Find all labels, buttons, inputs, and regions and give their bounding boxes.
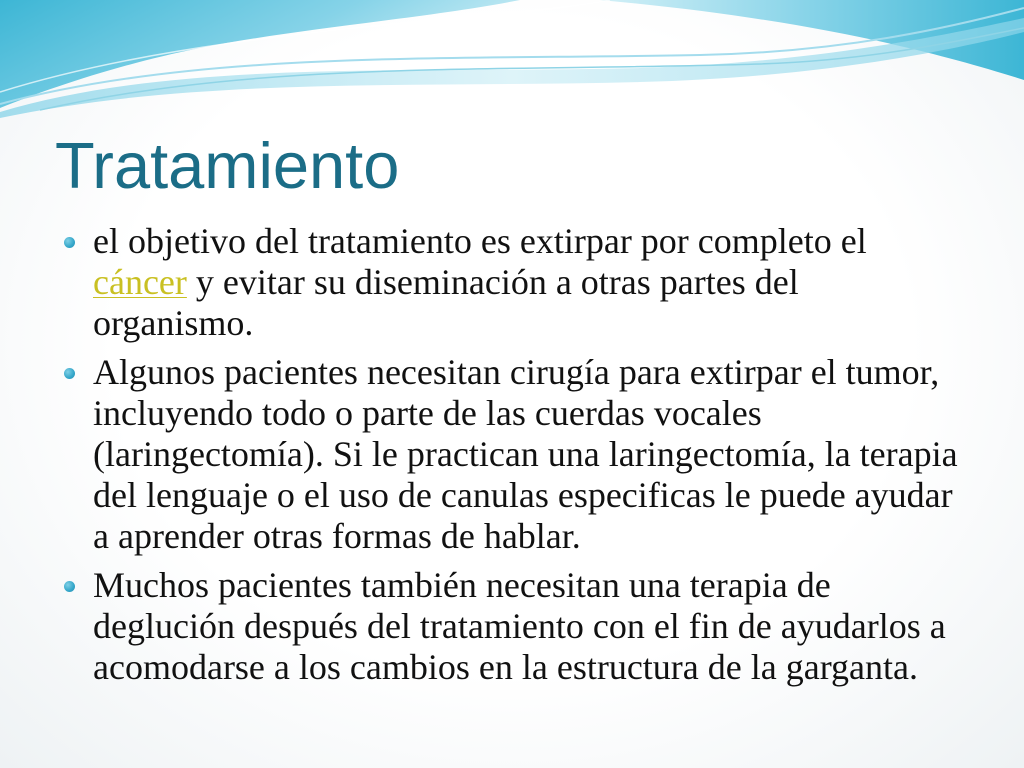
bullet-item xyxy=(93,221,965,344)
bullet-dot-icon xyxy=(64,581,75,592)
slide-title: Tratamiento xyxy=(55,129,400,202)
bullet-list xyxy=(93,221,965,688)
bullet-text: Algunos pacientes necesitan cirugía para extirpar el tumor, incluyendo todo o parte de las cuerdas vocales (laringectomía). Si le practican una laringectomía, la terapia del lenguaje o el uso de canulas especificas le puede ayudar a aprender otras formas de hablar. xyxy=(93,352,958,556)
bullet-text: y evitar su diseminación a otras partes del organismo. xyxy=(93,262,799,343)
bullet-dot-icon xyxy=(64,237,75,248)
header-wave-decoration xyxy=(0,0,1024,130)
wave-left-shape xyxy=(0,0,520,108)
bullet-text: el objetivo del tratamiento es extirpar por completo el xyxy=(93,221,867,261)
bullet-item xyxy=(93,352,965,557)
bullet-text: Muchos pacientes también necesitan una terapia de deglución después del tratamiento con el fin de ayudarlos a acomodarse a los cambios en la estructura de la garganta. xyxy=(93,565,946,687)
cancer-link[interactable]: cáncer xyxy=(93,262,187,302)
bullet-dot-icon xyxy=(64,368,75,379)
bullet-item xyxy=(93,565,965,688)
